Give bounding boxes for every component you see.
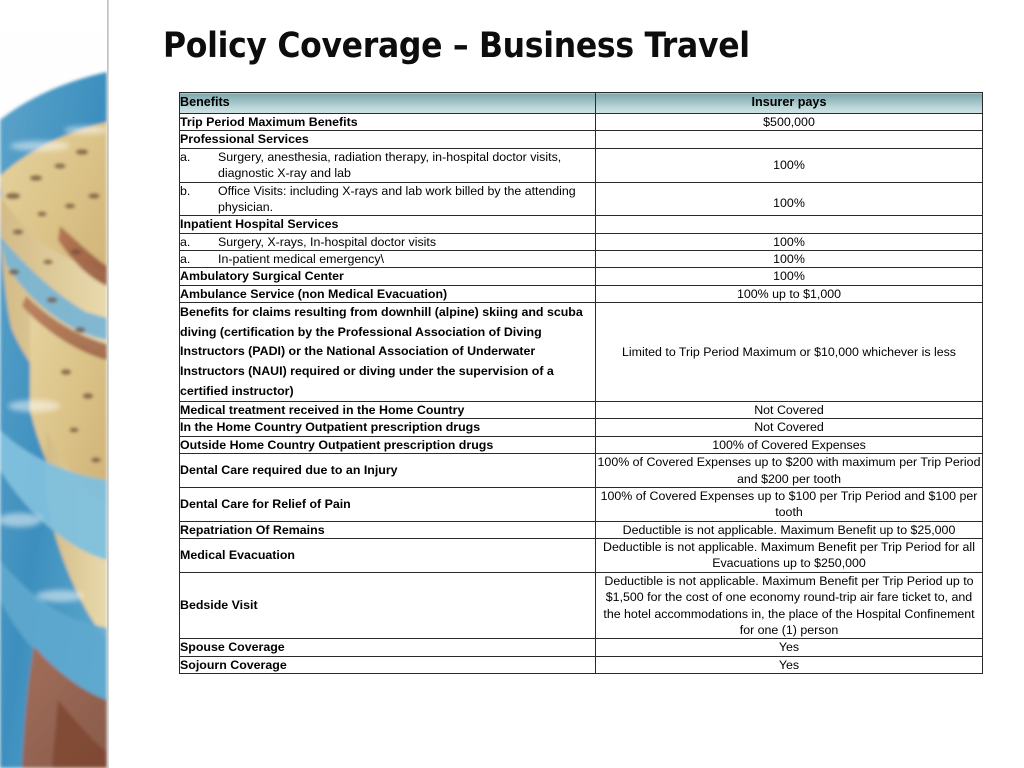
insurer-pays-value: 100% of Covered Expenses up to $200 with maximum per Trip Period and $200 per tooth (597, 455, 981, 486)
insurer-pays-cell (596, 419, 983, 436)
benefit-label: Bedside Visit (180, 598, 258, 613)
insurer-pays-cell (596, 131, 983, 148)
table-row (180, 639, 983, 656)
coverage-table-container (179, 92, 982, 674)
insurer-pays-value: Not Covered (754, 403, 824, 418)
insurer-pays-cell (596, 182, 983, 216)
benefit-label: Surgery, anesthesia, radiation therapy, in-hospital doctor visits, diagnostic X-ray and lab (218, 149, 562, 181)
benefit-sub-item (180, 149, 595, 182)
benefit-label: In-patient medical emergency\ (218, 252, 384, 266)
column-header-benefits: Benefits (180, 93, 596, 114)
benefit-cell (180, 216, 596, 233)
sub-item-marker: a. (180, 252, 191, 266)
benefit-label: Professional Services (180, 132, 309, 147)
insurer-pays-cell (596, 487, 983, 521)
insurer-pays-value: 100% up to $1,000 (736, 286, 842, 301)
benefit-cell (180, 454, 596, 488)
benefit-sub-item (180, 234, 595, 250)
table-row (180, 285, 983, 302)
insurer-pays-cell (596, 436, 983, 453)
benefit-label: Medical Evacuation (180, 548, 295, 563)
insurer-pays-cell (596, 454, 983, 488)
table-row (180, 454, 983, 488)
insurer-pays-value: Yes (778, 640, 800, 655)
insurer-pays-value: 100% of Covered Expenses up to $100 per Trip Period and $100 per tooth (600, 488, 978, 520)
benefit-label: In the Home Country Outpatient prescription drugs (180, 420, 481, 435)
insurer-pays-value: Not Covered (754, 420, 824, 435)
policy-coverage-table (179, 92, 983, 674)
insurer-pays-cell (596, 216, 983, 233)
insurer-pays-cell (596, 285, 983, 302)
benefit-label: Benefits for claims resulting from downhill (alpine) skiing and scuba diving (certification by the Professional Association of Diving Instructors (PADI) or the National Association of Underwater Instructors (NAUI) required or diving under the supervision of a certified instructor) (180, 305, 583, 398)
benefit-cell (180, 487, 596, 521)
benefit-cell (180, 148, 596, 182)
insurer-pays-cell (596, 521, 983, 538)
benefit-cell (180, 639, 596, 656)
table-row (180, 487, 983, 521)
page-title: Policy Coverage – Business Travel (163, 26, 750, 66)
insurer-pays-cell (596, 303, 983, 402)
benefit-label: Medical treatment received in the Home Country (180, 403, 465, 418)
insurer-pays-value: 100% (773, 269, 805, 284)
benefit-cell (180, 182, 596, 216)
insurer-pays-value: 100% (773, 234, 805, 249)
insurer-pays-value: 100% (773, 195, 805, 210)
decorative-globe-image (0, 0, 107, 768)
insurer-pays-cell (596, 572, 983, 639)
insurer-pays-value: 100% (773, 252, 805, 266)
table-row (180, 521, 983, 538)
table-header (180, 93, 983, 114)
benefit-label: Inpatient Hospital Services (180, 217, 339, 232)
benefit-label: Trip Period Maximum Benefits (180, 115, 358, 129)
table-row (180, 148, 983, 182)
benefit-label: Dental Care required due to an Injury (180, 463, 398, 478)
benefit-label: Sojourn Coverage (180, 657, 287, 672)
benefit-cell (180, 539, 596, 573)
insurer-pays-cell (596, 402, 983, 419)
table-row (180, 233, 983, 250)
table-row (180, 251, 983, 268)
table-row (180, 402, 983, 419)
benefit-label: Dental Care for Relief of Pain (180, 497, 351, 512)
sub-item-marker: a. (180, 234, 191, 249)
insurer-pays-value: $500,000 (763, 115, 815, 129)
insurer-pays-cell (596, 268, 983, 285)
table-row (180, 539, 983, 573)
sub-item-marker: a. (180, 149, 191, 164)
insurer-pays-cell (596, 148, 983, 182)
insurer-pays-value: Limited to Trip Period Maximum or $10,000 whichever is less (622, 344, 956, 359)
benefit-cell (180, 268, 596, 285)
strip-divider-line (107, 0, 109, 768)
benefit-label: Outside Home Country Outpatient prescription drugs (180, 437, 494, 452)
insurer-pays-cell (596, 539, 983, 573)
benefit-label: Spouse Coverage (180, 640, 285, 655)
insurer-pays-value: Deductible is not applicable. Maximum Benefit up to $25,000 (622, 522, 956, 537)
table-body (180, 114, 983, 674)
benefit-cell (180, 114, 596, 131)
insurer-pays-cell (596, 656, 983, 673)
insurer-pays-cell (596, 233, 983, 250)
benefit-cell (180, 521, 596, 538)
table-row (180, 419, 983, 436)
table-row (180, 131, 983, 148)
table-row (180, 303, 983, 402)
benefit-cell (180, 656, 596, 673)
insurer-pays-value: Deductible is not applicable. Maximum Benefit per Trip Period up to $1,500 for the cost of one economy round-trip air fare ticket to, and the hotel accommodations in, the place of the Hospital Confinement for one (1) person (603, 573, 975, 637)
table-row (180, 216, 983, 233)
benefit-label: Surgery, X-rays, In-hospital doctor visits (218, 234, 437, 249)
insurer-pays-cell (596, 114, 983, 131)
benefit-cell (180, 131, 596, 148)
benefit-label: Office Visits: including X-rays and lab work billed by the attending physician. (218, 183, 576, 214)
insurer-pays-cell (596, 251, 983, 268)
benefit-cell (180, 419, 596, 436)
table-row (180, 656, 983, 673)
benefit-label: Ambulance Service (non Medical Evacuation) (180, 286, 448, 301)
benefit-label: Ambulatory Surgical Center (180, 269, 344, 284)
table-row (180, 268, 983, 285)
benefit-cell (180, 233, 596, 250)
table-header-row (180, 93, 983, 114)
benefit-sub-item (180, 183, 595, 216)
insurer-pays-value: Deductible is not applicable. Maximum Benefit per Trip Period for all Evacuations up to $250,000 (603, 540, 975, 571)
benefit-cell (180, 251, 596, 268)
insurer-pays-cell (596, 639, 983, 656)
benefit-cell (180, 572, 596, 639)
benefit-cell (180, 436, 596, 453)
sub-item-marker: b. (180, 183, 191, 198)
insurer-pays-value: Yes (778, 657, 800, 672)
table-row (180, 182, 983, 216)
benefit-cell (180, 285, 596, 302)
benefit-sub-item (180, 251, 595, 267)
benefit-cell (180, 303, 596, 402)
benefit-cell (180, 402, 596, 419)
table-row (180, 436, 983, 453)
column-header-insurer-pays: Insurer pays (596, 93, 983, 114)
globe-satellite-illustration (0, 0, 107, 768)
insurer-pays-value: 100% of Covered Expenses (712, 437, 866, 452)
insurer-pays-value: 100% (773, 157, 805, 172)
table-row (180, 114, 983, 131)
benefit-label: Repatriation Of Remains (180, 522, 325, 537)
table-row (180, 572, 983, 639)
